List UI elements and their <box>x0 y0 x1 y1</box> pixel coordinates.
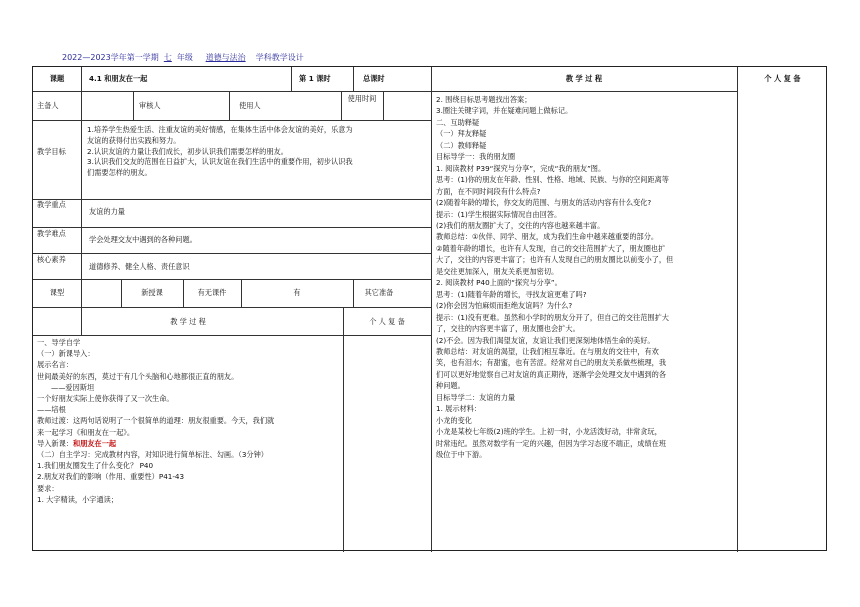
literacy-value: 道德修养、健全人格、责任意识 <box>89 262 190 271</box>
difficulty-value: 学会处理交友中遇到的各种问题。 <box>89 235 197 244</box>
literacy-label: 核心素养 <box>37 255 66 264</box>
lesson-plan-table <box>32 66 827 551</box>
review-column-divider <box>737 67 738 552</box>
new-lesson-title: 和朋友在一起 <box>72 438 117 448</box>
total-periods-label: 总课时 <box>363 74 385 83</box>
user-label: 使用人 <box>239 101 261 110</box>
courseware-label: 有无课件 <box>197 288 227 297</box>
course-type-label: 课型 <box>49 288 65 297</box>
courseware-value: 有 <box>293 288 301 297</box>
right-process-header: 教 学 过 程 <box>565 74 603 83</box>
title-subject: 道德与法治 <box>205 53 246 62</box>
title-suffix: 学科教学设计 <box>255 53 304 62</box>
title-grade-label: 年级 <box>176 53 193 62</box>
title-grade-value: 七 <box>163 53 172 62</box>
right-review-header: 个 人 复 备 <box>764 74 801 83</box>
use-time-label: 使用时间 <box>347 94 377 103</box>
header-row-line <box>33 91 737 92</box>
left-review-header: 个 人 复 备 <box>369 317 405 326</box>
key-point-value: 友谊的力量 <box>89 207 125 216</box>
course-type-value: 新授课 <box>141 288 163 297</box>
title-year: 2022—2023学年第一学期 <box>62 53 159 62</box>
left-process-content: 一、导学自学 （一）新课导入： 展示名言： 世间最美好的东西，莫过于有几个头脑和心地都很正直的朋友。 ——爱因斯坦 一个好朋友实际上使你获得了又一次生命。 ——培根 教师过渡：这两句话说明了一个很简单的道理：朋友很重要。今天，我们就 来一起学习《和朋友在一起》。 导入新课：和朋友在一起 （二）自主学习：完成教材内容，对知识进行简单标注、勾画。（3分钟） 1.我们朋友圈发生了什么变化？ P40 2.朋友对我们的影响（作用、重要性）P41-43 要求： 1. 大字精读，小字通读； <box>37 338 275 504</box>
difficulty-label: 教学难点 <box>37 229 66 238</box>
document-title <box>62 52 304 63</box>
goals-text: 1.培养学生热爱生活、注重友谊的美好情感，在集体生活中体会友谊的美好，乐意为 友谊的获得付出实践和努力。 2.认识友谊的力量让我们成长，初步认识我们需要怎样的朋友。 3.认识我们交友的范围在日益扩大，认识友谊在我们生活中的重要作用，初步认识我 们需要怎样的朋友。 <box>87 125 353 178</box>
key-point-label: 教学重点 <box>37 200 66 209</box>
goals-label: 教学目标 <box>37 147 66 156</box>
period: 第 1 课时 <box>299 74 331 83</box>
topic-value: 4.1 和朋友在一起 <box>89 74 148 83</box>
left-process-header: 教 学 过 程 <box>170 317 206 326</box>
preparer-label: 主备人 <box>37 101 59 110</box>
other-prep-label: 其它准备 <box>364 288 394 297</box>
reviewer-label: 审核人 <box>139 101 161 110</box>
column-divider <box>431 67 432 552</box>
topic-label: 课题 <box>49 74 65 83</box>
right-process-content: 2. 围绕目标思考题找出答案； 3.圈注关键字词，并在疑难问题上做标记。 二、互助释疑 （一）拜友释疑 （二）教师释疑 目标导学一：我的朋友圈 1. 阅读教材 P39“探究与分享”，完成“我的朋友”图。 思考：(1)你的朋友在年龄、性别、性格、地域、民族、与你的空间距离等 方面，在不同时间段有什么特点? (2)随着年龄的增长，你交友的范围、与朋友的活动内容有什么变化? 提示：(1)学生根据实际情况自由回答。 (2)我们的朋友圈扩大了，交往的内容也越来越丰富。 教师总结：①伙伴、同学、朋友，成为我们生命中越来越重要的部分。 ②随着年龄的增长，也许有人发现，自己的交往范围扩大了，朋友圈也扩 大了，交往的内容更丰富了；也许有人发现自己的朋友圈比以前变小了，但 是交往更加深入，朋友关系更加密切。 2. 阅读教材 P40上面的“探究与分享”。 思考：(1)随着年龄的增长，寻找友谊更难了吗? (2)你会因为怕麻烦而拒绝友谊吗？为什么? 提示：(1)没有更难。虽然和小学时的朋友分开了，但自己的交往范围扩大 了，交往的内容更丰富了，朋友圈也会扩大。 (2)不会。因为我们渴望友谊，友谊让我们更深刻地体悟生命的美好。 教师总结：对友谊的渴望，让我们相互靠近。在与朋友的交往中，有欢 笑，也有泪水；有甜蜜，也有苦涩。经常对自己的朋友关系做些梳理，我 们可以更好地觉察自己对友谊的真正期待，逐渐学会处理交友中遇到的各 种问题。 目标导学二：友谊的力量 1. 展示材料： 小龙的变化 小龙是某校七年级(2)班的学生。上初一时，小龙活泼好动，非常贪玩， 时常违纪。虽然对数学有一定的兴趣，但因为学习态度不端正，成绩在班 级位于中下游。 <box>436 95 674 460</box>
